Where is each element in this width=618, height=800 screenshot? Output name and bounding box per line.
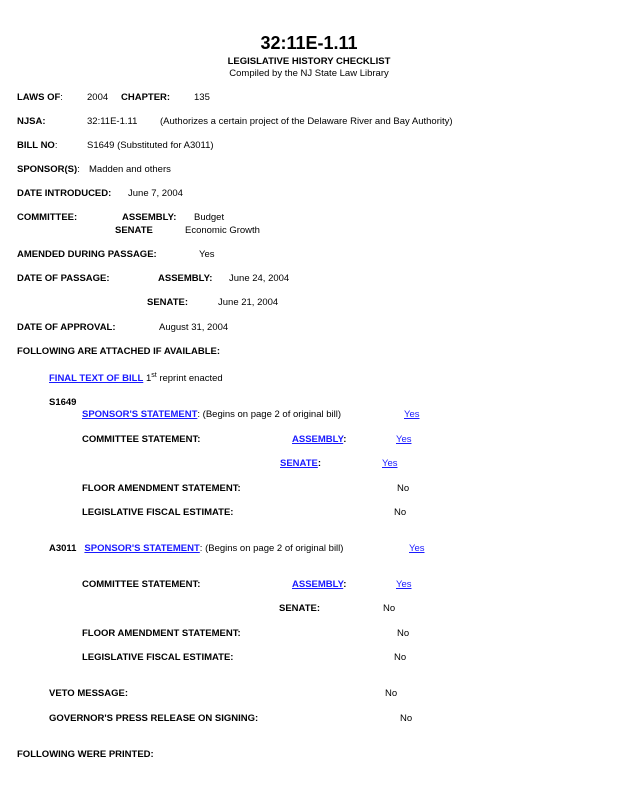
s1649-assembly-yes-link[interactable]: Yes: [396, 434, 412, 445]
amended-value: Yes: [199, 249, 215, 260]
chapter-label: CHAPTER:: [121, 92, 171, 103]
passage-assembly-label: ASSEMBLY:: [158, 273, 213, 284]
a3011-assembly-yes-link[interactable]: Yes: [396, 579, 412, 590]
a3011-fiscal-label: LEGISLATIVE FISCAL ESTIMATE:: [82, 652, 234, 663]
reprint-number: 1: [145, 373, 152, 384]
s1649-sponsor-row: [82, 409, 341, 420]
njsa-description: (Authorizes a certain project of the Delaware River and Bay Authority): [160, 116, 453, 127]
njsa-value: 32:11E-1.11: [87, 116, 138, 127]
laws-of-label: LAWS OF: [17, 92, 61, 103]
s1649-sponsor-note: : (Begins on page 2 of original bill): [197, 409, 342, 420]
laws-of-row: [17, 92, 63, 103]
passage-label: DATE OF PASSAGE:: [17, 273, 110, 284]
reprint-text: reprint enacted: [156, 373, 223, 384]
a3011-sponsor-row: [49, 543, 343, 554]
date-introduced-label: DATE INTRODUCED:: [17, 188, 112, 199]
passage-senate-value: June 21, 2004: [218, 297, 279, 308]
a3011-sponsor-note: : (Begins on page 2 of original bill): [199, 543, 344, 554]
sponsors-colon: :: [77, 164, 80, 175]
page-title: 32:11E-1.11: [260, 33, 358, 53]
s1649-assembly-link[interactable]: ASSEMBLY: [292, 434, 344, 445]
s1649-senate-yes-link[interactable]: Yes: [382, 458, 398, 469]
a3011-floor-label: FLOOR AMENDMENT STATEMENT:: [82, 628, 241, 639]
a3011-sponsor-statement-link[interactable]: SPONSOR'S STATEMENT: [84, 543, 200, 554]
a3011-fiscal-value: No: [394, 652, 407, 663]
s1649-assembly-colon: :: [343, 434, 347, 445]
s1649-floor-value: No: [397, 483, 410, 494]
date-introduced-value: June 7, 2004: [128, 188, 183, 199]
s1649-senate-row: [280, 458, 321, 469]
bill-no-colon: :: [54, 140, 58, 151]
attached-heading: FOLLOWING ARE ATTACHED IF AVAILABLE:: [17, 346, 220, 357]
committee-senate-value: Economic Growth: [185, 225, 260, 236]
s1649-fiscal-label: LEGISLATIVE FISCAL ESTIMATE:: [82, 507, 234, 518]
s1649-senate-link[interactable]: SENATE: [280, 458, 318, 469]
final-text-link[interactable]: FINAL TEXT OF BILL: [49, 373, 144, 384]
bill-no-value: S1649 (Substituted for A3011): [87, 140, 214, 151]
committee-assembly-value: Budget: [194, 212, 225, 223]
amended-label: AMENDED DURING PASSAGE:: [17, 249, 157, 260]
veto-label: VETO MESSAGE:: [49, 688, 129, 699]
approval-label: DATE OF APPROVAL:: [17, 322, 116, 333]
bill-no-label: BILL NO: [17, 140, 55, 151]
a3011-assembly-row: [292, 579, 346, 590]
veto-value: No: [385, 688, 398, 699]
s1649-floor-label: FLOOR AMENDMENT STATEMENT:: [82, 483, 241, 494]
a3011-floor-value: No: [397, 628, 410, 639]
checklist-subtitle: LEGISLATIVE HISTORY CHECKLIST: [227, 56, 391, 67]
sponsors-value: Madden and others: [89, 164, 171, 175]
s1649-sponsor-statement-link[interactable]: SPONSOR'S STATEMENT: [82, 409, 198, 420]
committee-senate-label: SENATE: [115, 225, 153, 236]
a3011-committee-label: COMMITTEE STATEMENT:: [82, 579, 201, 590]
committee-assembly-label: ASSEMBLY:: [122, 212, 177, 223]
compiled-by-text: Compiled by the NJ State Law Library: [229, 68, 389, 79]
a3011-sponsor-yes-link[interactable]: Yes: [409, 543, 425, 554]
laws-of-value: 2004: [87, 92, 109, 103]
committee-label: COMMITTEE:: [17, 212, 78, 223]
sponsors-row: [17, 164, 80, 175]
laws-of-colon: :: [60, 92, 63, 103]
press-release-value: No: [400, 713, 413, 724]
s1649-sponsor-yes-link[interactable]: Yes: [404, 409, 420, 420]
press-release-label: GOVERNOR'S PRESS RELEASE ON SIGNING:: [49, 713, 259, 724]
s1649-assembly-row: [292, 434, 346, 445]
a3011-label: A3011: [49, 543, 77, 554]
chapter-value: 135: [194, 92, 210, 103]
sponsors-label: SPONSOR(S): [17, 164, 78, 175]
a3011-assembly-link[interactable]: ASSEMBLY: [292, 579, 344, 590]
njsa-label: NJSA:: [17, 116, 46, 127]
a3011-assembly-colon: :: [343, 579, 347, 590]
s1649-committee-label: COMMITTEE STATEMENT:: [82, 434, 201, 445]
printed-heading: FOLLOWING WERE PRINTED:: [17, 749, 154, 760]
passage-senate-label: SENATE:: [147, 297, 188, 308]
bill-no-row: [17, 140, 57, 151]
final-text-row: [49, 373, 223, 384]
s1649-label: S1649: [49, 397, 77, 408]
passage-assembly-value: June 24, 2004: [229, 273, 290, 284]
s1649-senate-colon: :: [317, 458, 322, 469]
reprint-superscript: st: [151, 371, 157, 379]
a3011-senate-value: No: [383, 603, 396, 614]
approval-value: August 31, 2004: [159, 322, 229, 333]
a3011-senate-label: SENATE:: [279, 603, 320, 614]
s1649-fiscal-value: No: [394, 507, 407, 518]
